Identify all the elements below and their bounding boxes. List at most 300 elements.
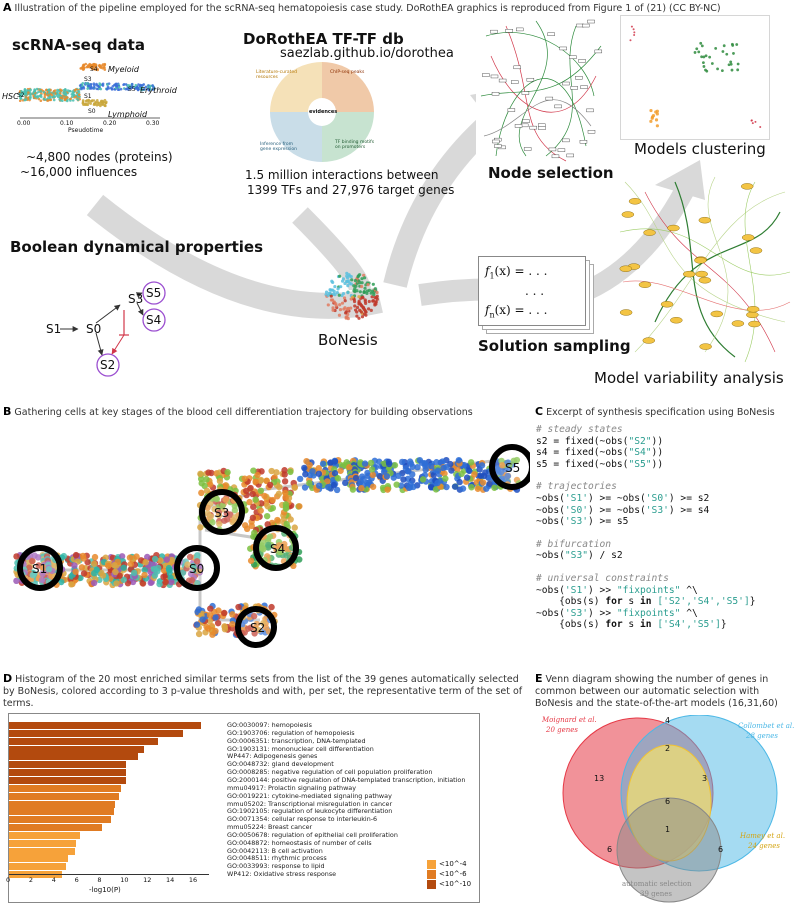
pt-dot (93, 82, 96, 85)
pt-dot (82, 67, 85, 70)
logo-dot (357, 274, 360, 277)
legend-label-2: <10^-6 (439, 870, 467, 878)
cluster-dot (633, 34, 635, 36)
cluster-dot (695, 47, 698, 50)
code-str: ['S4','S5'] (657, 619, 721, 631)
network-node (511, 81, 518, 84)
fn-rest: (x) = . . . (494, 303, 548, 317)
pt-dot (96, 84, 99, 87)
code-str: 'S0' (564, 504, 588, 516)
pt-dot (34, 95, 37, 98)
traj-state-s2: S2 (250, 621, 266, 635)
pt-dot (47, 96, 50, 99)
code-comment-bif: # bifurcation (536, 538, 612, 550)
cell-dot (207, 612, 213, 618)
cell-dot (127, 554, 133, 560)
cluster-dot (629, 39, 631, 41)
variability-node (750, 248, 762, 254)
variability-node (620, 309, 632, 315)
cell-dot (435, 468, 441, 474)
histogram-bar (9, 801, 115, 808)
panel-e-caption-text: Venn diagram showing the number of genes in common between our automatic selection with BoNesis and the state-of-the-art models (16,31,60) (535, 674, 778, 709)
cell-dot (482, 469, 488, 475)
pt-dot (100, 100, 103, 103)
cell-dot (434, 480, 440, 486)
logo-dot (329, 288, 332, 291)
cluster-dot (723, 44, 726, 47)
x-tick-label: 14 (166, 876, 175, 884)
logo-dot (353, 304, 356, 307)
pt-dot (136, 87, 139, 90)
cluster-dot (656, 110, 659, 113)
logo-dot (348, 275, 351, 278)
cell-dot (316, 471, 322, 477)
influences-text: ~16,000 influences (20, 165, 138, 179)
cell-dot (362, 460, 368, 466)
cell-dot (80, 553, 86, 559)
pt-dot (58, 94, 61, 97)
network-node (552, 155, 559, 158)
network-node (499, 79, 506, 82)
venn-count-collombet: 28 genes (746, 732, 778, 740)
logo-dot (368, 300, 371, 303)
cell-dot (156, 581, 162, 587)
nodes-text: ~4,800 nodes (proteins) (26, 150, 173, 164)
cell-dot (464, 474, 470, 480)
cell-dot (250, 467, 256, 473)
pt-dot (43, 98, 46, 101)
venn-count-6-center: 6 (665, 797, 671, 806)
pt-dot (86, 66, 89, 69)
network-node (482, 74, 489, 77)
cell-dot (252, 496, 258, 502)
code-bif: ~obs("S3") / s2 (536, 550, 623, 562)
graph-node-s5: S5 (146, 286, 162, 300)
state-transition-graph (40, 265, 210, 380)
pt-dot (93, 103, 96, 106)
cell-dot (335, 475, 341, 481)
logo-dot (351, 295, 354, 298)
cluster-dot (699, 42, 702, 45)
logo-dot (364, 298, 367, 301)
pt-dot (93, 99, 96, 102)
pt-dot (19, 99, 22, 102)
logo-dot (338, 314, 341, 317)
cell-dot (292, 524, 298, 530)
histogram-term-label: GO:0050678: regulation of epithelial cell proliferation (227, 830, 398, 839)
logo-dot (358, 300, 361, 303)
venn-count-13: 13 (594, 774, 605, 783)
state-s5: S5 (128, 86, 136, 93)
pt-dot (36, 88, 39, 91)
network-node (506, 29, 513, 32)
code-str: "S4" (628, 447, 652, 459)
venn-label-hamey: Hamey et al. (740, 832, 786, 840)
cell-dot (81, 570, 87, 576)
network-node (571, 86, 578, 89)
cell-dot (325, 484, 331, 490)
cell-dot (92, 554, 98, 560)
cell-dot (197, 471, 203, 477)
cell-dot (282, 494, 288, 500)
network-node (524, 147, 531, 150)
cell-dot (468, 484, 474, 490)
histogram-term-label: GO:0030097: hemopoiesis (227, 721, 312, 729)
variability-node (699, 277, 711, 283)
logo-dot (375, 291, 378, 294)
cell-dot (475, 486, 481, 492)
logo-dot (336, 287, 339, 290)
cell-dot (142, 559, 148, 565)
cell-dot (152, 556, 158, 562)
pt-dot (118, 88, 121, 91)
hsc-label: HSC (2, 92, 19, 101)
logo-dot (345, 272, 348, 275)
legend-label-1: <10^-4 (439, 860, 467, 868)
cluster-dot (736, 68, 739, 71)
legend-swatch-3 (427, 880, 436, 889)
x-tick-label: 6 (74, 876, 79, 884)
cell-dot (235, 604, 241, 610)
fn-sub: n (489, 310, 495, 320)
interactions-line2: 1399 TFs and 27,976 target genes (247, 183, 455, 197)
cell-dot (267, 482, 273, 488)
pt-dot (69, 97, 72, 100)
cell-dot (468, 459, 474, 465)
pt-dot (89, 100, 92, 103)
pt-dot (99, 105, 102, 108)
cell-dot (273, 469, 279, 475)
panel-b-letter: B (3, 405, 12, 418)
histogram-term-label: mmu04917: Prolactin signaling pathway (227, 783, 356, 792)
network-node (515, 124, 522, 127)
logo-dot (344, 299, 347, 302)
cluster-dot (655, 118, 658, 121)
cell-dot (337, 468, 343, 474)
cell-dot (198, 480, 204, 486)
pt-dot (65, 97, 68, 100)
network-node (549, 148, 556, 151)
histogram-bar (9, 824, 102, 831)
models-clustering-label: Models clustering (634, 140, 766, 158)
pt-dot (106, 88, 109, 91)
logo-dot (331, 281, 334, 284)
network-node (492, 140, 499, 143)
pt-dot (71, 90, 74, 93)
cell-dot (71, 562, 77, 568)
logo-dot (364, 311, 367, 314)
code-var: s4 (697, 504, 710, 516)
cell-dot (442, 475, 448, 481)
venn-count-2: 2 (665, 744, 671, 753)
scrna-title: scRNA-seq data (12, 36, 145, 54)
logo-dot (329, 292, 332, 295)
cell-dot (141, 572, 147, 578)
lineage-erythroid: Erythroid (140, 86, 177, 95)
logo-dot (368, 289, 371, 292)
cluster-dot (633, 31, 635, 33)
cell-dot (91, 580, 97, 586)
code-var: s2 (536, 435, 548, 447)
network-node (522, 120, 529, 123)
network-node (581, 86, 588, 89)
cluster-dot (631, 26, 633, 28)
logo-dot (371, 289, 374, 292)
solution-card (478, 256, 586, 326)
cell-dot (386, 461, 392, 467)
cell-dot (392, 462, 398, 468)
logo-dot (342, 292, 345, 295)
bonesis-label: BoNesis (318, 331, 378, 349)
cell-dot (215, 620, 221, 626)
network-node (562, 82, 569, 85)
histogram-term-label: GO:0042113: B cell activation (227, 846, 323, 855)
logo-dot (345, 280, 348, 283)
network-node (516, 28, 523, 31)
network-node (492, 92, 499, 95)
network-node (579, 59, 586, 62)
f1-symbol: f (485, 264, 490, 278)
code-steady-s4: s4 = fixed(~obs("S4")) (536, 447, 664, 459)
cell-dot (199, 616, 205, 622)
venn-count-6-right: 6 (718, 845, 724, 854)
panel-c-caption-text: Excerpt of synthesis specification using BoNesis (546, 407, 775, 418)
cell-dot (346, 464, 352, 470)
logo-dot (357, 295, 360, 298)
cluster-dot (701, 44, 704, 47)
pt-dot (29, 89, 32, 92)
cell-dot (358, 485, 364, 491)
graph-node-s1: S1 (46, 322, 62, 336)
pt-dot (40, 99, 43, 102)
pt-dot (72, 99, 75, 102)
logo-dot (339, 285, 342, 288)
traj-state-s3: S3 (214, 506, 230, 520)
histogram-bar (9, 863, 66, 870)
histogram-term-label: GO:0048732: gland development (227, 760, 334, 769)
logo-dot (355, 315, 358, 318)
graph-node-s2: S2 (100, 358, 116, 372)
cell-dot (281, 471, 287, 477)
variability-node (620, 266, 632, 272)
cell-dot (316, 482, 322, 488)
code-comment-traj: # trajectories (536, 481, 617, 493)
logo-dot (364, 302, 367, 305)
histogram-term-label: GO:0019221: cytokine-mediated signaling pathway (227, 791, 392, 800)
cell-dot (306, 480, 312, 486)
pt-dot (116, 85, 119, 88)
pt-dot (47, 99, 50, 102)
panel-c-caption (535, 406, 795, 419)
cell-dot (409, 464, 415, 470)
graph-node-s0: S0 (86, 322, 102, 336)
state-s0: S0 (88, 108, 96, 115)
cell-dot (480, 479, 486, 485)
bool-title: Boolean dynamical properties (10, 238, 264, 256)
cluster-dot (737, 63, 740, 66)
cell-dot (483, 485, 489, 491)
pt-dot (80, 88, 83, 91)
pt-dot (82, 102, 85, 105)
cell-dot (479, 462, 485, 468)
panel-e-letter: E (535, 672, 543, 685)
pt-tick-2: 0.20 (103, 120, 117, 127)
model-variability-network (615, 172, 795, 364)
pt-dot (65, 94, 68, 97)
cluster-dot (716, 67, 719, 70)
venn-count-3: 3 (702, 774, 708, 783)
logo-dot (333, 285, 336, 288)
pt-dot (102, 83, 105, 86)
code-var: s5 (536, 458, 548, 470)
logo-dot (343, 306, 346, 309)
venn-count-6-left: 6 (607, 845, 613, 854)
panel-a-letter: A (3, 1, 12, 14)
histogram-term-label: GO:0048872: homeostasis of number of cells (227, 838, 372, 847)
cell-dot (94, 567, 100, 573)
logo-dot (327, 303, 330, 306)
cluster-dot (702, 56, 705, 59)
histogram-bar (9, 785, 121, 792)
network-node (575, 76, 582, 79)
interactions-line1: 1.5 million interactions between (245, 168, 439, 182)
pt-dot (79, 67, 82, 70)
cell-dot (121, 564, 127, 570)
pt-dot (85, 102, 88, 105)
cell-dot (252, 478, 258, 484)
variability-node (742, 235, 754, 241)
logo-dot (363, 291, 366, 294)
histogram-bar (9, 722, 201, 729)
variability-node (639, 282, 651, 288)
cluster-dot (731, 69, 734, 72)
venn-count-1: 1 (665, 825, 671, 834)
logo-dot (347, 307, 350, 310)
logo-dot (366, 283, 369, 286)
network-node (494, 145, 501, 148)
traj-state-s0: S0 (189, 562, 205, 576)
cell-dot (168, 579, 174, 585)
code-str: "fixpoints" (616, 584, 681, 596)
network-node (582, 24, 589, 27)
cluster-dot (656, 124, 659, 127)
logo-dot (356, 306, 359, 309)
cell-dot (229, 611, 235, 617)
logo-dot (346, 291, 349, 294)
panel-b-caption (3, 406, 523, 419)
cell-dot (162, 579, 168, 585)
panel-b-caption-text: Gathering cells at key stages of the blood cell differentiation trajectory for building observations (14, 407, 473, 418)
network-node (522, 92, 529, 95)
cell-dot (395, 473, 401, 479)
pt-dot (96, 99, 99, 102)
state-s1: S1 (84, 93, 92, 100)
node-selection-network (476, 16, 604, 164)
x-tick-label: 16 (188, 876, 198, 884)
cell-dot (105, 563, 111, 569)
cell-dot (166, 567, 172, 573)
legend-swatch-2 (427, 870, 436, 879)
histogram-term-label: GO:0071354: cellular response to interleukin-6 (227, 815, 378, 824)
cell-dot (243, 488, 249, 494)
cell-dot (296, 503, 302, 509)
pt-dot (89, 102, 92, 105)
cell-dot (264, 513, 270, 519)
cell-dot (443, 464, 449, 470)
pt-tick-0: 0.00 (17, 120, 31, 127)
logo-dot (361, 281, 364, 284)
cluster-dot (721, 69, 724, 72)
pt-dot (29, 94, 32, 97)
logo-dot (341, 280, 344, 283)
cell-dot (250, 515, 256, 521)
logo-dot (338, 275, 341, 278)
code-uc2-b: {obs(s) for s in ['S4','S5']} (536, 619, 727, 631)
dots: . . . (525, 284, 545, 298)
histogram-bar (9, 793, 119, 800)
cell-dot (148, 580, 154, 586)
code-str: "S5" (628, 458, 652, 470)
logo-dot (339, 308, 342, 311)
histogram-bar (9, 832, 80, 839)
logo-dot (343, 296, 346, 299)
cell-dot (287, 469, 293, 475)
cluster-dot (704, 69, 707, 72)
panel-a-caption-text: Illustration of the pipeline employed for the scRNA-seq hematopoiesis case study. DoRothEA graphics is reproduced from Figure 1 of (21) (CC BY-NC) (14, 3, 721, 14)
cell-dot (269, 497, 275, 503)
variability-node (700, 344, 712, 350)
pt-dot (64, 89, 67, 92)
cell-dot (303, 458, 309, 464)
pt-dot (74, 89, 77, 92)
histogram-bar (9, 746, 144, 753)
code-str: "S3" (564, 550, 588, 562)
cluster-dot (702, 61, 705, 64)
code-steady-s2: s2 = fixed(~obs("S2")) (536, 435, 664, 447)
pt-dot (104, 104, 107, 107)
network-node (580, 140, 587, 143)
f1-rest: (x) = . . . (494, 264, 548, 278)
pvalue-legend (427, 859, 471, 889)
code-comment-steady: # steady states (536, 424, 623, 435)
venn-count-moignard: 20 genes (546, 726, 578, 734)
dorothea-url: saezlab.github.io/dorothea (280, 46, 454, 61)
panel-d-caption (3, 673, 523, 710)
logo-dot (361, 296, 364, 299)
legend-label-3: <10^-10 (439, 880, 472, 888)
bonesis-code (536, 424, 794, 631)
state-s2: S2 (17, 92, 25, 99)
cell-dot (353, 475, 359, 481)
logo-dot (357, 279, 360, 282)
cell-dot (369, 466, 375, 472)
histogram-term-label: GO:1902105: regulation of leukocyte differentiation (227, 807, 393, 816)
code-var: s5 (616, 516, 629, 528)
cell-dot (406, 485, 412, 491)
cell-dot (73, 552, 79, 558)
pseudotime-label: Pseudotime (68, 127, 104, 134)
state-s4: S4 (90, 66, 98, 73)
cluster-dot (735, 43, 738, 46)
cell-dot (393, 481, 399, 487)
bonesis-logo (318, 268, 386, 324)
cell-dot (276, 491, 282, 497)
histogram-term-label: mmu05202: Transcriptional misregulation in cancer (227, 799, 393, 808)
logo-dot (363, 276, 366, 279)
network-node (514, 66, 521, 69)
pt-tick-1: 0.10 (60, 120, 74, 127)
variability-node (644, 230, 656, 236)
